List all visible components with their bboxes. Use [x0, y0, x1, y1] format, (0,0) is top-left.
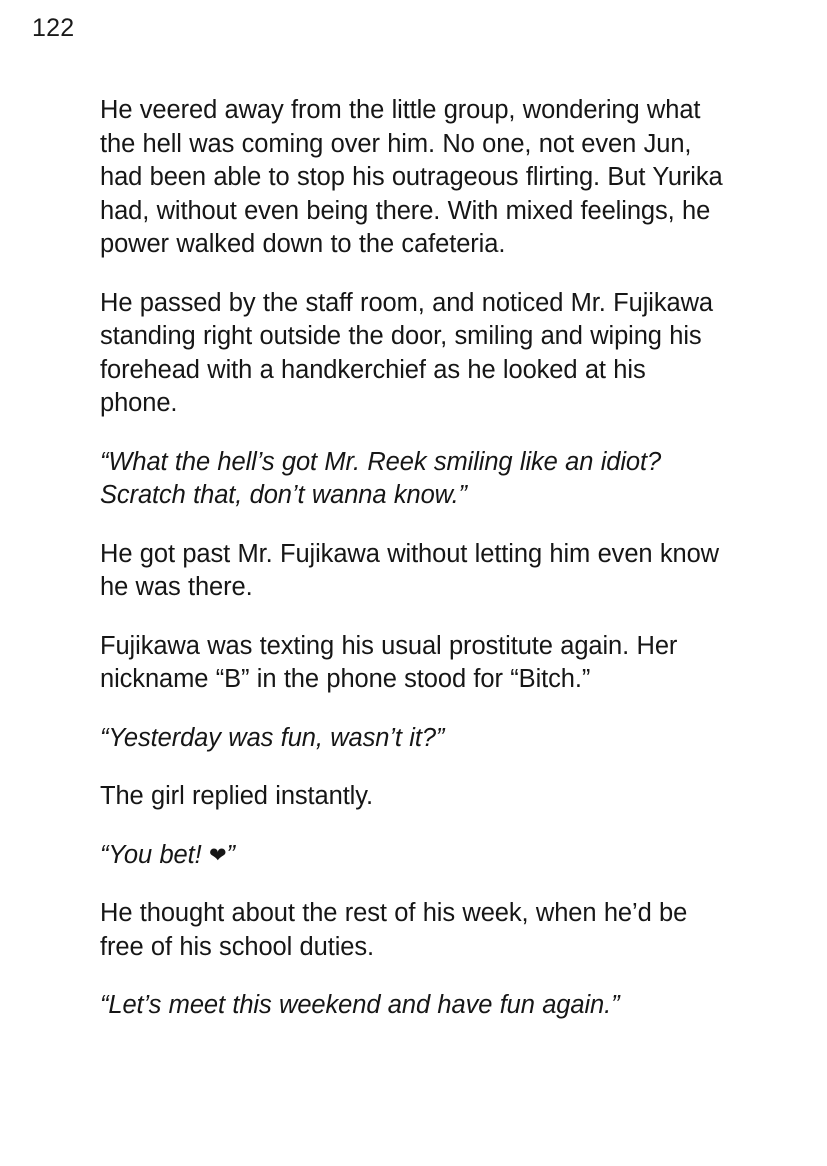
dialogue-line: “Let’s meet this weekend and have fun again.”	[100, 991, 620, 1019]
dialogue-text-after-icon: ”	[226, 840, 235, 869]
paragraph: Fujikawa was texting his usual prostitute again. Her nickname “B” in the phone stood for “Bitch.”	[100, 631, 678, 693]
page-number: 122	[32, 14, 75, 42]
paragraph: He thought about the rest of his week, when he’d be free of his school duties.	[100, 899, 688, 961]
dialogue-line: “What the hell’s got Mr. Reek smiling like an idiot? Scratch that, don’t wanna know.”	[100, 447, 662, 509]
paragraph: He veered away from the little group, wondering what the hell was coming over him. No one, not even Jun, had been able to stop his outrageous flirting. But Yurika had, without even being there. With mixed feelings, he power walked down to the cafeteria.	[100, 96, 723, 258]
paragraph: The girl replied instantly.	[100, 782, 373, 810]
dialogue-line: “Yesterday was fun, wasn’t it?”	[100, 723, 445, 752]
paragraph: He got past Mr. Fujikawa without letting him even know he was there.	[100, 539, 719, 601]
dialogue-line-with-emoji	[100, 839, 730, 873]
paragraph: He passed by the staff room, and noticed Mr. Fujikawa standing right outside the door, smiling and wiping his forehead with a handkerchief as he looked at his phone.	[100, 288, 713, 417]
heart-icon: ❤	[208, 843, 227, 867]
dialogue-text-before-icon: “You bet!	[100, 840, 209, 869]
body-text-column	[100, 94, 730, 1023]
